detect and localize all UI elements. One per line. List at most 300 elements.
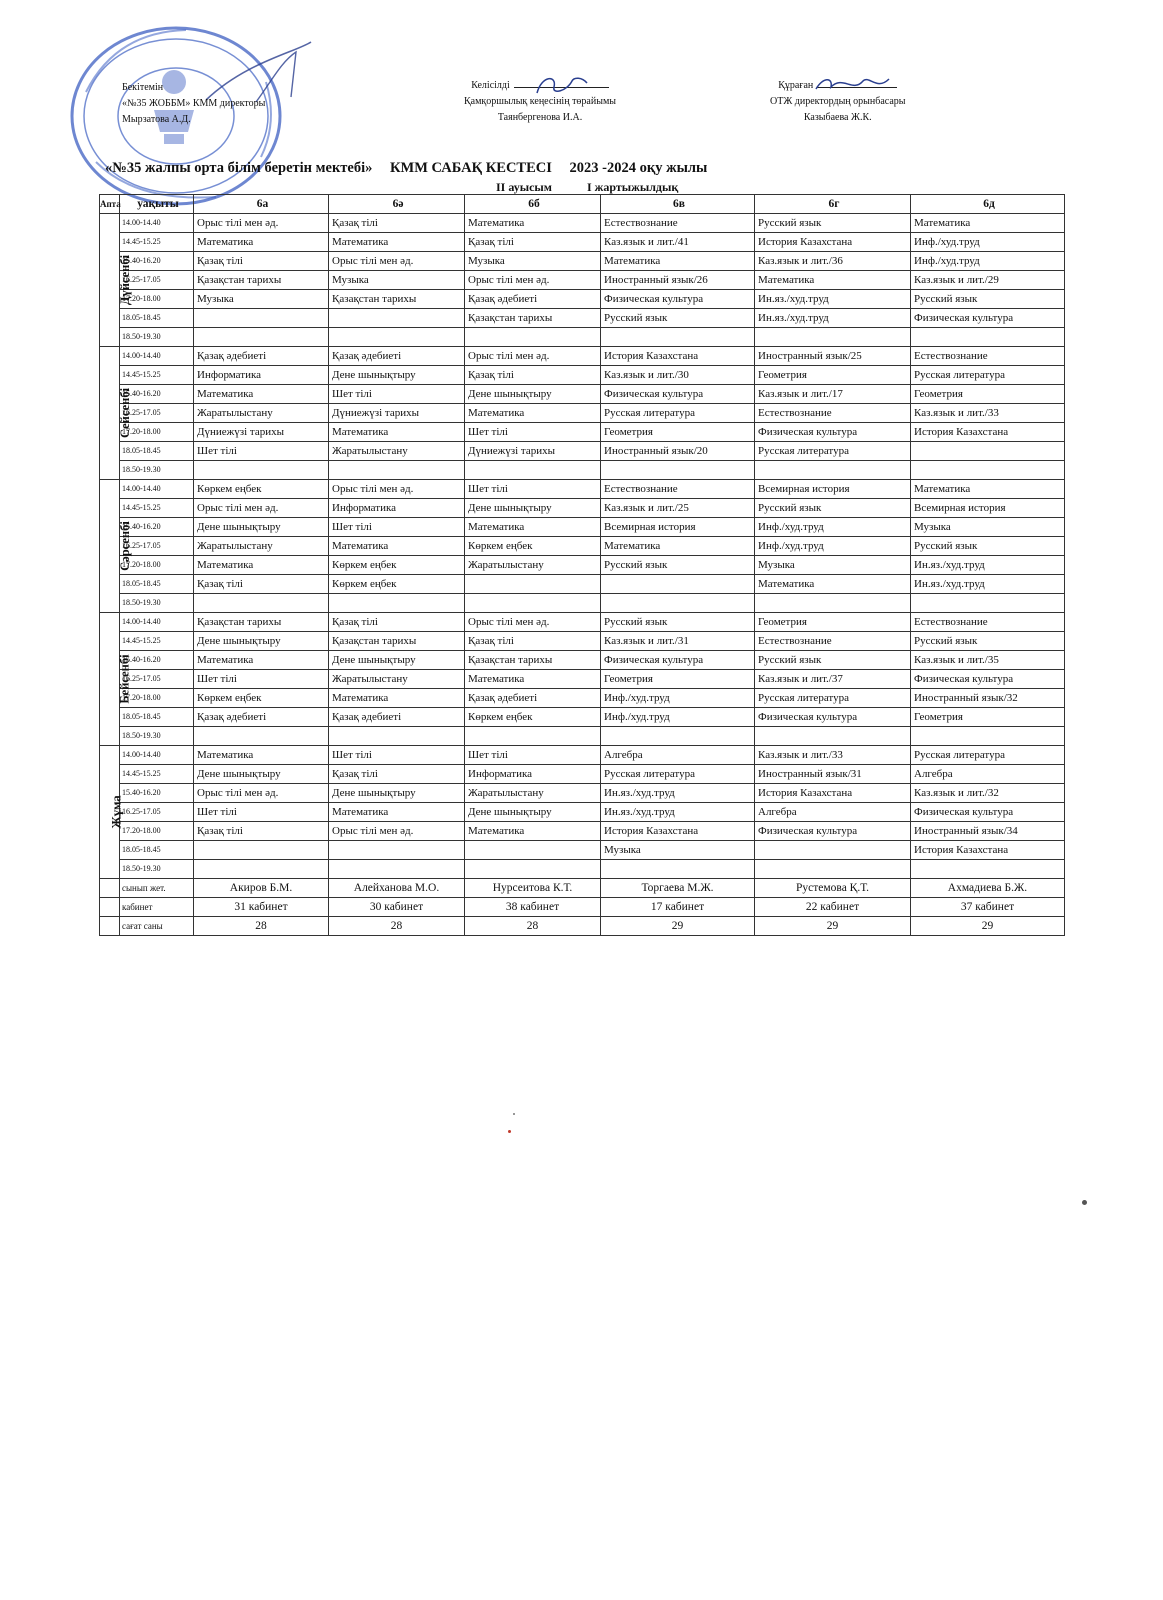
lesson-cell	[601, 594, 755, 613]
lesson-cell: Инф./худ.труд	[755, 537, 911, 556]
time-cell: 17.20-18.00	[120, 423, 194, 442]
day-cell	[100, 347, 133, 480]
lesson-cell	[465, 727, 601, 746]
lesson-cell: Математика	[465, 822, 601, 841]
schedule-row	[100, 366, 1065, 385]
title-school: «№35 жалпы орта білім беретін мектебі»	[105, 160, 373, 176]
footer-value: 37 кабинет	[911, 898, 1065, 917]
agreed-name: Таянбергенова И.А.	[497, 112, 583, 123]
footer-value: 29	[601, 917, 755, 936]
lesson-cell: Всемирная история	[601, 518, 755, 537]
lesson-cell: Русский язык	[755, 499, 911, 518]
lesson-cell: Қазақстан тарихы	[465, 651, 601, 670]
lesson-cell: Физическая культура	[911, 670, 1065, 689]
footer-spacer	[100, 917, 120, 936]
lesson-cell	[911, 328, 1065, 347]
lesson-cell	[601, 328, 755, 347]
scan-speck	[513, 1113, 515, 1115]
lesson-cell: Математика	[194, 233, 329, 252]
time-cell: 14.45-15.25	[120, 233, 194, 252]
time-cell: 14.45-15.25	[120, 366, 194, 385]
lesson-cell	[465, 461, 601, 480]
lesson-cell: Шет тілі	[465, 746, 601, 765]
lesson-cell	[465, 328, 601, 347]
lesson-cell: Каз.язык и лит./33	[755, 746, 911, 765]
schedule-row	[100, 746, 1065, 765]
schedule-row	[100, 252, 1065, 271]
lesson-cell: Қазақ тілі	[329, 765, 465, 784]
schedule-row	[100, 328, 1065, 347]
header-class-6ae: 6ә	[329, 195, 465, 214]
lesson-cell: Қазақ тілі	[194, 822, 329, 841]
lesson-cell: Математика	[465, 404, 601, 423]
compiled-signature	[813, 73, 893, 97]
lesson-cell	[329, 594, 465, 613]
lesson-cell: Иностранный язык/25	[755, 347, 911, 366]
lesson-cell: Геометрия	[755, 366, 911, 385]
lesson-cell: Дене шынықтыру	[194, 632, 329, 651]
lesson-cell: Шет тілі	[465, 423, 601, 442]
lesson-cell: Шет тілі	[194, 803, 329, 822]
lesson-cell: Каз.язык и лит./32	[911, 784, 1065, 803]
lesson-cell: Геометрия	[911, 385, 1065, 404]
title-doc: КММ САБАҚ КЕСТЕСІ	[390, 160, 552, 176]
lesson-cell	[601, 860, 755, 879]
lesson-cell: Қазақ әдебиеті	[329, 708, 465, 727]
schedule-row	[100, 613, 1065, 632]
lesson-cell	[194, 309, 329, 328]
footer-value: 31 кабинет	[194, 898, 329, 917]
footer-value: Нурсеитова К.Т.	[465, 879, 601, 898]
lesson-cell: Дене шынықтыру	[329, 651, 465, 670]
footer-value: 30 кабинет	[329, 898, 465, 917]
footer-value: 29	[755, 917, 911, 936]
lesson-cell: Шет тілі	[329, 385, 465, 404]
lesson-cell: Математика	[911, 214, 1065, 233]
lesson-cell: Каз.язык и лит./25	[601, 499, 755, 518]
lesson-cell: Алгебра	[601, 746, 755, 765]
lesson-cell: Каз.язык и лит./33	[911, 404, 1065, 423]
schedule-row	[100, 423, 1065, 442]
lesson-cell: Информатика	[465, 765, 601, 784]
lesson-cell: Русский язык	[911, 537, 1065, 556]
lesson-cell	[465, 594, 601, 613]
schedule-row	[100, 214, 1065, 233]
time-cell: 14.00-14.40	[120, 347, 194, 366]
time-cell: 18.50-19.30	[120, 727, 194, 746]
lesson-cell: История Казахстана	[911, 841, 1065, 860]
lesson-cell: Қазақстан тарихы	[465, 309, 601, 328]
lesson-cell: Дене шынықтыру	[194, 765, 329, 784]
lesson-cell: Математика	[329, 233, 465, 252]
lesson-cell: Орыс тілі мен әд.	[329, 252, 465, 271]
time-cell: 14.00-14.40	[120, 613, 194, 632]
lesson-cell: Геометрия	[755, 613, 911, 632]
lesson-cell: Ин.яз./худ.труд	[911, 575, 1065, 594]
lesson-cell: Русская литература	[911, 746, 1065, 765]
schedule-row	[100, 518, 1065, 537]
lesson-cell: Орыс тілі мен әд.	[329, 822, 465, 841]
footer-label: кабинет	[120, 898, 194, 917]
lesson-cell: История Казахстана	[911, 423, 1065, 442]
lesson-cell	[194, 594, 329, 613]
lesson-cell: Инф./худ.труд	[601, 708, 755, 727]
lesson-cell: Математика	[601, 252, 755, 271]
approval-name: Мырзатова А.Д.	[122, 114, 191, 125]
lesson-cell: Көркем еңбек	[465, 708, 601, 727]
time-cell: 18.05-18.45	[120, 841, 194, 860]
header-class-6v: 6в	[601, 195, 755, 214]
lesson-cell: История Казахстана	[755, 233, 911, 252]
lesson-cell: Көркем еңбек	[465, 537, 601, 556]
lesson-cell	[601, 575, 755, 594]
lesson-cell: Математика	[194, 385, 329, 404]
schedule-row	[100, 632, 1065, 651]
lesson-cell: Русская литература	[911, 366, 1065, 385]
schedule-row	[100, 689, 1065, 708]
lesson-cell: Шет тілі	[329, 746, 465, 765]
lesson-cell: Математика	[465, 214, 601, 233]
lesson-cell: Қазақ әдебиеті	[465, 689, 601, 708]
lesson-cell: Русская литература	[601, 765, 755, 784]
lesson-cell	[329, 309, 465, 328]
day-cell	[100, 214, 133, 347]
time-cell: 16.25-17.05	[120, 404, 194, 423]
lesson-cell: Орыс тілі мен әд.	[194, 784, 329, 803]
lesson-cell: Орыс тілі мен әд.	[465, 347, 601, 366]
lesson-cell: Математика	[755, 271, 911, 290]
time-cell: 15.40-16.20	[120, 252, 194, 271]
lesson-cell: Геометрия	[601, 670, 755, 689]
footer-spacer	[100, 879, 120, 898]
lesson-cell: Қазақ әдебиеті	[194, 347, 329, 366]
compiled-role: ОТЖ директордың орынбасары	[770, 96, 906, 107]
time-cell: 18.50-19.30	[120, 461, 194, 480]
lesson-cell	[911, 461, 1065, 480]
schedule-row	[100, 442, 1065, 461]
time-cell: 14.45-15.25	[120, 765, 194, 784]
time-cell: 16.25-17.05	[120, 271, 194, 290]
lesson-cell: Каз.язык и лит./37	[755, 670, 911, 689]
lesson-cell: Естествознание	[911, 347, 1065, 366]
lesson-cell: Каз.язык и лит./31	[601, 632, 755, 651]
subtitle-term: І жартыжылдық	[586, 180, 679, 194]
lesson-cell	[194, 328, 329, 347]
time-cell: 15.40-16.20	[120, 784, 194, 803]
lesson-cell: Всемирная история	[755, 480, 911, 499]
time-cell: 16.25-17.05	[120, 670, 194, 689]
scan-speck	[1082, 1200, 1087, 1205]
lesson-cell: Ин.яз./худ.труд	[601, 784, 755, 803]
day-label: Дүйсенбі	[118, 254, 133, 305]
lesson-cell: Русский язык	[911, 290, 1065, 309]
schedule-row	[100, 784, 1065, 803]
footer-value: Ахмадиева Б.Ж.	[911, 879, 1065, 898]
lesson-cell: Русский язык	[601, 309, 755, 328]
lesson-cell: Шет тілі	[329, 518, 465, 537]
lesson-cell: Қазақстан тарихы	[194, 613, 329, 632]
lesson-cell: Физическая культура	[601, 651, 755, 670]
lesson-cell: Математика	[465, 518, 601, 537]
lesson-cell	[465, 575, 601, 594]
lesson-cell: Дене шынықтыру	[329, 784, 465, 803]
lesson-cell: Иностранный язык/26	[601, 271, 755, 290]
lesson-cell: Көркем еңбек	[329, 575, 465, 594]
lesson-cell: Орыс тілі мен әд.	[465, 613, 601, 632]
lesson-cell	[755, 461, 911, 480]
schedule-row	[100, 556, 1065, 575]
lesson-cell: Всемирная история	[911, 499, 1065, 518]
lesson-cell: Шет тілі	[194, 442, 329, 461]
day-cell	[100, 613, 132, 746]
day-cell	[100, 480, 132, 613]
lesson-cell: Дене шынықтыру	[465, 385, 601, 404]
schedule-row	[100, 480, 1065, 499]
lesson-cell: Физическая культура	[755, 708, 911, 727]
agreed-signature-line	[514, 87, 609, 88]
lesson-cell: Шет тілі	[194, 670, 329, 689]
schedule-row	[100, 385, 1065, 404]
lesson-cell	[329, 461, 465, 480]
schedule-row	[100, 347, 1065, 366]
lesson-cell: Жаратылыстану	[329, 670, 465, 689]
lesson-cell: Каз.язык и лит./17	[755, 385, 911, 404]
schedule-row	[100, 594, 1065, 613]
footer-value: 28	[329, 917, 465, 936]
lesson-cell	[194, 860, 329, 879]
footer-value: 28	[194, 917, 329, 936]
lesson-cell: Русский язык	[755, 214, 911, 233]
document-title	[105, 160, 925, 177]
lesson-cell: Каз.язык и лит./41	[601, 233, 755, 252]
lesson-cell	[194, 461, 329, 480]
lesson-cell: Математика	[329, 803, 465, 822]
approval-block	[122, 80, 265, 128]
lesson-cell: Қазақ тілі	[329, 613, 465, 632]
document-subtitle	[496, 180, 710, 195]
header-class-6g: 6г	[755, 195, 911, 214]
lesson-cell	[601, 461, 755, 480]
footer-row	[100, 917, 1065, 936]
lesson-cell: Естествознание	[755, 632, 911, 651]
subtitle-shift: ІІ ауысым	[496, 180, 552, 194]
lesson-cell: Каз.язык и лит./30	[601, 366, 755, 385]
lesson-cell: Музыка	[329, 271, 465, 290]
time-cell: 18.05-18.45	[120, 575, 194, 594]
schedule-row	[100, 271, 1065, 290]
lesson-cell	[465, 860, 601, 879]
schedule-row	[100, 404, 1065, 423]
lesson-cell: Математика	[601, 537, 755, 556]
time-cell: 18.50-19.30	[120, 328, 194, 347]
lesson-cell: Қазақ тілі	[194, 575, 329, 594]
time-cell: 17.20-18.00	[120, 556, 194, 575]
lesson-cell: Ин.яз./худ.труд	[755, 309, 911, 328]
lesson-cell: Музыка	[194, 290, 329, 309]
lesson-cell: Физическая культура	[755, 822, 911, 841]
lesson-cell: Математика	[329, 537, 465, 556]
lesson-cell: Русская литература	[755, 689, 911, 708]
agreed-block	[464, 78, 616, 126]
footer-value: 17 кабинет	[601, 898, 755, 917]
time-cell: 16.25-17.05	[120, 803, 194, 822]
header-day: Апта	[100, 195, 120, 214]
header-row	[100, 195, 1065, 214]
day-label: Бейсенбі	[117, 653, 132, 704]
lesson-cell	[911, 442, 1065, 461]
footer-row	[100, 879, 1065, 898]
lesson-cell	[329, 841, 465, 860]
lesson-cell: Орыс тілі мен әд.	[329, 480, 465, 499]
time-cell: 18.05-18.45	[120, 708, 194, 727]
lesson-cell: Дене шынықтыру	[465, 803, 601, 822]
lesson-cell: Қазақ тілі	[465, 233, 601, 252]
schedule-row	[100, 822, 1065, 841]
lesson-cell: Инф./худ.труд	[911, 252, 1065, 271]
compiled-name: Казыбаева Ж.К.	[803, 112, 872, 123]
lesson-cell: Ин.яз./худ.труд	[755, 290, 911, 309]
lesson-cell: Ин.яз./худ.труд	[601, 803, 755, 822]
lesson-cell: Дүниежүзі тарихы	[465, 442, 601, 461]
lesson-cell: Русский язык	[601, 613, 755, 632]
footer-value: Рустемова Қ.Т.	[755, 879, 911, 898]
time-cell: 14.45-15.25	[120, 632, 194, 651]
lesson-cell: Геометрия	[601, 423, 755, 442]
lesson-cell: Қазақ тілі	[329, 214, 465, 233]
title-year: 2023 -2024 оқу жылы	[569, 160, 708, 176]
footer-value: Алейханова М.О.	[329, 879, 465, 898]
lesson-cell: Инф./худ.труд	[911, 233, 1065, 252]
lesson-cell: Қазақ әдебиеті	[194, 708, 329, 727]
lesson-cell	[755, 594, 911, 613]
time-cell: 16.25-17.05	[120, 537, 194, 556]
lesson-cell: Естествознание	[601, 214, 755, 233]
footer-value: 28	[465, 917, 601, 936]
footer-value: 22 кабинет	[755, 898, 911, 917]
lesson-cell: Естествознание	[755, 404, 911, 423]
time-cell: 17.20-18.00	[120, 689, 194, 708]
lesson-cell: Иностранный язык/32	[911, 689, 1065, 708]
lesson-cell: Қазақ әдебиеті	[329, 347, 465, 366]
lesson-cell: Математика	[755, 575, 911, 594]
lesson-cell: Музыка	[601, 841, 755, 860]
lesson-cell: Жаратылыстану	[194, 404, 329, 423]
lesson-cell: Каз.язык и лит./35	[911, 651, 1065, 670]
lesson-cell	[755, 328, 911, 347]
lesson-cell	[329, 727, 465, 746]
schedule-row	[100, 727, 1065, 746]
time-cell: 14.00-14.40	[120, 746, 194, 765]
lesson-cell	[911, 727, 1065, 746]
lesson-cell: Русский язык	[911, 632, 1065, 651]
lesson-cell	[194, 841, 329, 860]
lesson-cell: Инф./худ.труд	[755, 518, 911, 537]
time-cell: 14.00-14.40	[120, 480, 194, 499]
lesson-cell: Информатика	[329, 499, 465, 518]
schedule-row	[100, 309, 1065, 328]
lesson-cell: Дене шынықтыру	[465, 499, 601, 518]
lesson-cell: Математика	[329, 423, 465, 442]
lesson-cell: Информатика	[194, 366, 329, 385]
lesson-cell	[601, 727, 755, 746]
footer-value: 29	[911, 917, 1065, 936]
schedule-row	[100, 499, 1065, 518]
lesson-cell: Қазақ тілі	[465, 632, 601, 651]
lesson-cell: Шет тілі	[465, 480, 601, 499]
compiled-signature-line	[817, 87, 897, 88]
lesson-cell: Математика	[194, 651, 329, 670]
lesson-cell: Дене шынықтыру	[194, 518, 329, 537]
header-class-6d: 6д	[911, 195, 1065, 214]
lesson-cell: Қазақстан тарихы	[329, 290, 465, 309]
schedule-row	[100, 290, 1065, 309]
footer-value: Торгаева М.Ж.	[601, 879, 755, 898]
lesson-cell: Русский язык	[755, 651, 911, 670]
lesson-cell: Қазақстан тарихы	[329, 632, 465, 651]
lesson-cell: Геометрия	[911, 708, 1065, 727]
lesson-cell: Көркем еңбек	[329, 556, 465, 575]
lesson-cell: Иностранный язык/31	[755, 765, 911, 784]
schedule-row	[100, 651, 1065, 670]
day-label: Жұма	[109, 794, 124, 829]
lesson-cell: Көркем еңбек	[194, 480, 329, 499]
lesson-cell	[329, 860, 465, 879]
day-label: Сейсенбі	[118, 387, 133, 438]
lesson-cell	[755, 841, 911, 860]
lesson-cell: Естествознание	[911, 613, 1065, 632]
lesson-cell: Қазақ тілі	[465, 366, 601, 385]
lesson-cell	[911, 594, 1065, 613]
lesson-cell: Қазақстан тарихы	[194, 271, 329, 290]
lesson-cell: Естествознание	[601, 480, 755, 499]
approval-label: Бекітемін	[122, 82, 164, 93]
lesson-cell: История Казахстана	[601, 822, 755, 841]
lesson-cell: Русская литература	[601, 404, 755, 423]
day-cell	[100, 746, 124, 879]
schedule-row	[100, 765, 1065, 784]
lesson-cell: Музыка	[755, 556, 911, 575]
time-cell: 15.40-16.20	[120, 651, 194, 670]
time-cell: 17.20-18.00	[120, 822, 194, 841]
lesson-cell: Физическая культура	[601, 290, 755, 309]
lesson-cell: Математика	[911, 480, 1065, 499]
time-cell: 17.20-18.00	[120, 290, 194, 309]
lesson-cell: Орыс тілі мен әд.	[194, 499, 329, 518]
lesson-cell: Қазақ әдебиеті	[465, 290, 601, 309]
schedule-row	[100, 537, 1065, 556]
schedule-row	[100, 670, 1065, 689]
time-cell: 14.00-14.40	[120, 214, 194, 233]
footer-value: Акиров Б.М.	[194, 879, 329, 898]
schedule-row	[100, 233, 1065, 252]
lesson-cell: История Казахстана	[601, 347, 755, 366]
lesson-cell: Математика	[194, 746, 329, 765]
header-time: уақыты	[120, 195, 194, 214]
schedule-row	[100, 708, 1065, 727]
day-label: Сәрсенбі	[117, 520, 132, 571]
time-cell: 15.40-16.20	[120, 518, 194, 537]
lesson-cell: Жаратылыстану	[465, 784, 601, 803]
agreed-signature	[532, 73, 592, 99]
lesson-cell: Алгебра	[755, 803, 911, 822]
footer-spacer	[100, 898, 120, 917]
lesson-cell: Каз.язык и лит./29	[911, 271, 1065, 290]
schedule-table	[99, 194, 1065, 936]
lesson-cell: Көркем еңбек	[194, 689, 329, 708]
schedule-row	[100, 860, 1065, 879]
time-cell: 15.40-16.20	[120, 385, 194, 404]
lesson-cell: Орыс тілі мен әд.	[465, 271, 601, 290]
